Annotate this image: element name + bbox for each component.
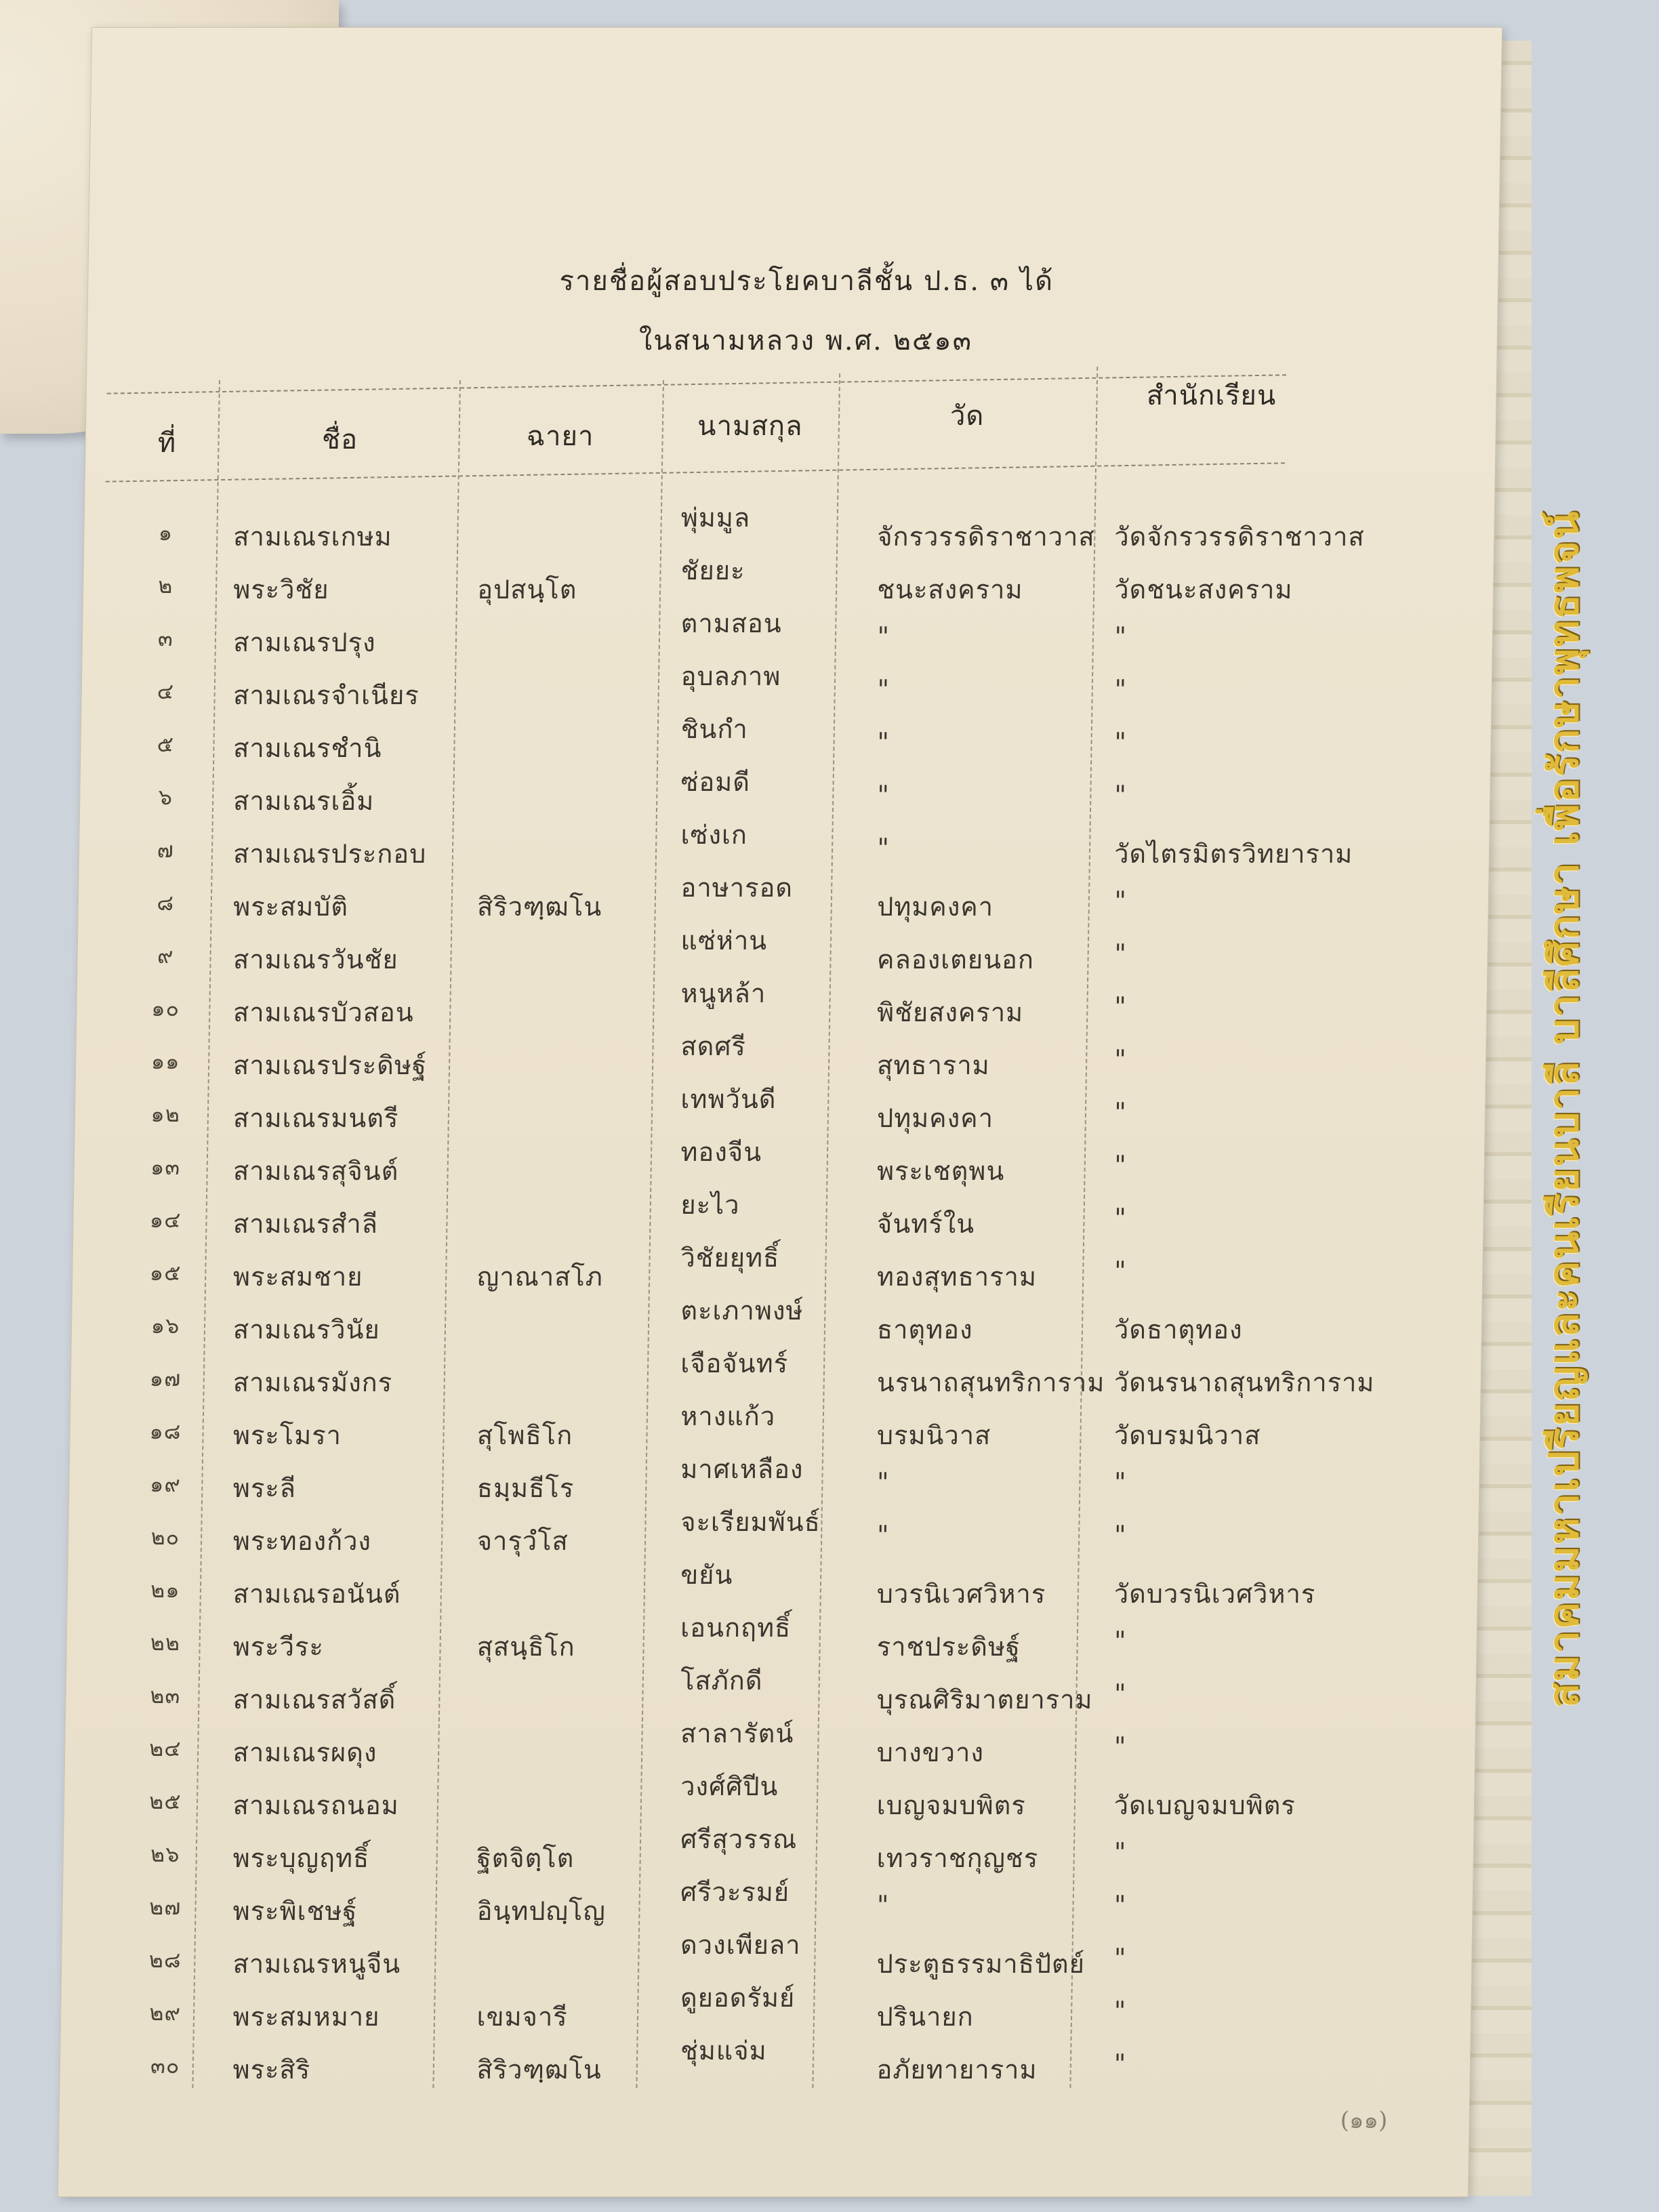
row-21-no: ๒๑ — [150, 1577, 180, 1603]
row-16-wat: ธาตุทอง — [876, 1315, 973, 1345]
row-6-no: ๖ — [158, 784, 173, 810]
row-14-wat: จันทร์ใน — [876, 1209, 975, 1239]
row-30-school: " — [1113, 2049, 1127, 2078]
row-2-name: พระวิชัย — [232, 575, 329, 605]
row-1-school: วัดจักรวรรดิราชาวาส — [1113, 522, 1365, 552]
row-27-name: พระพิเชษฐ์ — [232, 1896, 358, 1926]
page-number: (๑๑) — [1340, 2107, 1388, 2134]
row-8-chaya: สิริวฑฺฒโน — [476, 892, 602, 922]
row-4-school: " — [1114, 674, 1128, 704]
row-15-chaya: ญาณาสโภ — [476, 1262, 604, 1292]
row-23-name: สามเณรสวัสดิ์ — [232, 1685, 396, 1715]
row-15-name: พระสมชาย — [232, 1262, 363, 1292]
column-rule-4 — [812, 373, 840, 2088]
row-27-chaya: อินฺทปญฺโญ — [476, 1896, 607, 1926]
row-13-name: สามเณรสุจินต์ — [232, 1156, 399, 1186]
row-10-wat: พิชัยสงคราม — [876, 998, 1024, 1027]
row-7-wat: " — [876, 833, 890, 863]
row-12-no: ๑๒ — [150, 1101, 181, 1127]
column-rule-5 — [1069, 367, 1098, 2088]
row-18-no: ๑๘ — [149, 1418, 182, 1444]
row-13-school: " — [1113, 1150, 1127, 1180]
row-12-surname: เทพวันดี — [680, 1084, 777, 1114]
row-30-wat: อภัยทายาราม — [876, 2055, 1038, 2085]
row-18-school: วัดบรมนิวาส — [1113, 1420, 1261, 1450]
row-27-surname: ศรีวะรมย์ — [680, 1877, 790, 1907]
header-surname: นามสกุล — [697, 411, 803, 442]
row-24-no: ๒๔ — [148, 1736, 182, 1761]
row-29-chaya: เขมจารี — [476, 2002, 568, 2032]
row-29-no: ๒๙ — [149, 2000, 182, 2026]
row-12-wat: ปทุมคงคา — [876, 1103, 994, 1133]
row-30-no: ๓๐ — [150, 2053, 180, 2078]
row-11-name: สามเณรประดิษฐ์ — [232, 1050, 428, 1080]
title-block — [466, 251, 1146, 371]
row-16-name: สามเณรวินัย — [232, 1315, 381, 1345]
row-8-no: ๘ — [157, 890, 175, 916]
row-14-no: ๑๔ — [149, 1207, 182, 1233]
row-3-name: สามเณรปรุง — [232, 628, 376, 657]
row-19-wat: " — [876, 1467, 890, 1497]
row-15-school: " — [1113, 1256, 1127, 1286]
row-17-school: วัดนรนาถสุนทริการาม — [1113, 1368, 1375, 1397]
row-25-school: วัดเบญจมบพิตร — [1113, 1790, 1296, 1820]
row-15-surname: วิชัยยุทธิ์ — [680, 1243, 780, 1273]
row-6-name: สามเณรเอิ้ม — [232, 786, 375, 816]
row-10-name: สามเณรบัวสอน — [232, 998, 415, 1027]
row-12-school: " — [1113, 1097, 1128, 1127]
row-23-no: ๒๓ — [150, 1683, 181, 1708]
row-21-surname: ขยัน — [680, 1560, 733, 1590]
row-15-wat: ทองสุทธาราม — [876, 1262, 1038, 1292]
row-3-surname: ตามสอน — [680, 609, 783, 638]
row-27-no: ๒๗ — [148, 1894, 182, 1920]
row-29-wat: ปรินายก — [876, 2002, 975, 2032]
row-21-school: วัดบวรนิเวศวิหาร — [1113, 1579, 1316, 1609]
row-20-wat: " — [876, 1520, 890, 1550]
row-29-name: พระสมหมาย — [232, 2002, 380, 2032]
row-5-school: " — [1114, 727, 1128, 757]
row-20-no: ๒๐ — [150, 1524, 180, 1550]
row-25-wat: เบญจมบพิตร — [876, 1790, 1027, 1820]
row-19-school: " — [1113, 1467, 1127, 1497]
row-27-wat: " — [876, 1890, 890, 1920]
row-5-surname: ชินกำ — [680, 714, 749, 744]
row-1-no: ๑ — [158, 520, 173, 546]
row-14-surname: ยะไว — [680, 1190, 740, 1220]
row-18-wat: บรมนิวาส — [876, 1420, 991, 1450]
row-26-chaya: ฐิตจิตฺโต — [476, 1843, 575, 1873]
row-24-name: สามเณรผดุง — [232, 1738, 377, 1767]
row-3-wat: " — [877, 621, 890, 651]
row-20-name: พระทองก้วง — [232, 1526, 372, 1556]
row-30-chaya: สิริวฑฺฒโน — [476, 2055, 602, 2085]
row-2-wat: ชนะสงคราม — [876, 575, 1023, 605]
row-2-surname: ชัยยะ — [680, 556, 745, 586]
row-23-wat: บุรณศิริมาตยาราม — [876, 1685, 1093, 1715]
row-29-school: " — [1113, 1996, 1127, 2026]
row-30-surname: ชุ่มแจ่ม — [680, 2036, 768, 2066]
row-17-no: ๑๗ — [149, 1366, 182, 1391]
row-5-name: สามเณรชำนิ — [232, 733, 382, 763]
row-18-surname: หางแก้ว — [680, 1401, 776, 1431]
row-21-name: สามเณรอนันต์ — [232, 1579, 401, 1609]
row-10-school: " — [1113, 991, 1128, 1021]
row-16-surname: ตะเภาพงษ์ — [680, 1296, 804, 1326]
row-2-chaya: อุปสนฺโต — [476, 575, 577, 605]
row-20-surname: จะเรียมพันธ์ — [680, 1507, 821, 1537]
row-28-no: ๒๘ — [148, 1947, 182, 1973]
header-wat: วัด — [949, 401, 985, 432]
row-28-school: " — [1113, 1943, 1127, 1973]
row-26-no: ๒๖ — [150, 1841, 180, 1867]
header-name: ชื่อ — [321, 424, 359, 455]
row-7-no: ๗ — [157, 837, 175, 863]
row-26-surname: ศรีสุวรรณ — [680, 1824, 798, 1854]
row-10-surname: หนูหล้า — [680, 979, 766, 1008]
row-11-school: " — [1113, 1044, 1128, 1074]
row-2-no: ๒ — [158, 573, 173, 598]
row-7-name: สามเณรประกอบ — [232, 839, 427, 869]
header-bottom-rule — [106, 462, 1285, 482]
row-25-no: ๒๕ — [148, 1788, 182, 1814]
row-9-no: ๙ — [157, 943, 174, 968]
row-13-no: ๑๓ — [150, 1154, 181, 1180]
row-22-school: " — [1113, 1626, 1127, 1656]
row-4-no: ๔ — [157, 678, 175, 704]
row-18-chaya: สุโพธิโก — [476, 1420, 573, 1450]
row-20-chaya: จารุวํโส — [476, 1526, 569, 1556]
row-18-name: พระโมรา — [232, 1420, 342, 1450]
row-23-surname: โสภักดี — [680, 1666, 763, 1696]
row-24-school: " — [1113, 1732, 1127, 1761]
row-15-no: ๑๕ — [149, 1260, 182, 1286]
row-6-surname: ซ่อมดี — [680, 767, 751, 797]
row-8-wat: ปทุมคงคา — [876, 892, 994, 922]
row-8-school: " — [1113, 886, 1128, 916]
row-4-wat: " — [877, 674, 890, 704]
row-19-no: ๑๙ — [149, 1471, 182, 1497]
title-line-2: ในสนามหลวง พ.ศ. ๒๕๑๓ — [638, 325, 973, 356]
header-chaya: ฉายา — [526, 421, 594, 452]
row-17-name: สามเณรมังกร — [232, 1368, 393, 1397]
row-28-wat: ประตูธรรมาธิปัตย์ — [876, 1949, 1086, 1979]
row-11-wat: สุทธาราม — [876, 1050, 991, 1080]
row-1-name: สามเณรเกษม — [232, 522, 393, 552]
row-7-surname: เซ่งเก — [680, 820, 748, 850]
header-school: สำนักเรียน — [1146, 380, 1277, 411]
title-line-1: รายชื่อผู้สอบประโยคบาลีชั้น ป.ธ. ๓ ได้ — [559, 266, 1054, 297]
document-page — [58, 27, 1502, 2197]
row-22-chaya: สุสนฺธิโก — [476, 1632, 576, 1662]
row-23-school: " — [1113, 1679, 1127, 1708]
row-30-name: พระสิริ — [232, 2055, 311, 2085]
row-3-school: " — [1114, 621, 1128, 651]
column-rule-3 — [636, 380, 664, 2088]
row-22-no: ๒๒ — [150, 1630, 181, 1656]
row-9-school: " — [1113, 939, 1128, 968]
row-14-name: สามเณรสำลี — [232, 1209, 379, 1239]
row-9-wat: คลองเตยนอก — [876, 945, 1035, 975]
row-26-wat: เทวราชกุญชร — [876, 1843, 1039, 1873]
row-12-name: สามเณรมนตรี — [232, 1103, 399, 1133]
row-8-name: พระสมบัติ — [232, 892, 349, 922]
row-25-surname: วงศ์ศิปีน — [680, 1771, 779, 1801]
row-6-school: " — [1114, 780, 1128, 810]
row-14-school: " — [1113, 1203, 1127, 1233]
row-26-name: พระบุญฤทธิ์ — [232, 1843, 370, 1873]
header-no: ที่ — [157, 428, 177, 459]
row-8-surname: อาษารอด — [680, 873, 794, 903]
row-7-school: วัดไตรมิตรวิทยาราม — [1113, 839, 1353, 869]
row-25-name: สามเณรถนอม — [232, 1790, 400, 1820]
row-5-wat: " — [877, 727, 890, 757]
row-1-wat: จักรวรรดิราชาวาส — [876, 522, 1095, 552]
row-6-wat: " — [877, 780, 890, 810]
row-22-name: พระวีระ — [232, 1632, 325, 1662]
row-1-surname: พุ่มมูล — [680, 503, 751, 533]
row-11-no: ๑๑ — [150, 1048, 180, 1074]
row-3-no: ๓ — [157, 626, 174, 651]
row-17-wat: นรนาถสุนทริการาม — [876, 1368, 1105, 1397]
column-rule-2 — [432, 380, 461, 2088]
row-10-no: ๑๐ — [150, 996, 180, 1021]
row-19-name: พระลี — [232, 1473, 297, 1503]
row-9-surname: แซ่ห่าน — [680, 926, 768, 956]
row-29-surname: ดูยอดรัมย์ — [680, 1983, 796, 2013]
row-24-surname: สาลารัตน์ — [680, 1719, 794, 1748]
row-19-chaya: ธมฺมธีโร — [476, 1473, 575, 1503]
row-5-no: ๕ — [157, 731, 175, 757]
row-22-surname: เอนกฤทธิ์ — [680, 1613, 792, 1643]
row-11-surname: สดศรี — [680, 1031, 747, 1061]
row-13-wat: พระเชตุพน — [876, 1156, 1005, 1186]
row-4-name: สามเณรจำเนียร — [232, 680, 420, 710]
row-24-wat: บางขวาง — [876, 1738, 985, 1767]
row-21-wat: บวรนิเวศวิหาร — [876, 1579, 1046, 1609]
row-2-school: วัดชนะสงคราม — [1113, 575, 1293, 605]
row-19-surname: มาศเหลือง — [680, 1454, 804, 1484]
row-9-name: สามเณรวันชัย — [232, 945, 399, 975]
row-26-school: " — [1113, 1837, 1127, 1867]
row-28-name: สามเณรหนูจีน — [232, 1949, 401, 1979]
row-20-school: " — [1113, 1520, 1127, 1550]
row-28-surname: ดวงเพียลา — [680, 1930, 801, 1960]
row-22-wat: ราชประดิษฐ์ — [876, 1632, 1021, 1662]
watermark: สมาคมมหาเปรียญและคนเรียนบาลี บาลีศึกษา เพื่อรักษาพุทธพจน์ — [1540, 510, 1588, 1708]
row-4-surname: อุบลภาพ — [680, 661, 781, 691]
row-17-surname: เจือจันทร์ — [680, 1349, 789, 1378]
column-rule-1 — [192, 380, 220, 2088]
row-13-surname: ทองจีน — [680, 1137, 762, 1167]
row-16-school: วัดธาตุทอง — [1113, 1315, 1243, 1345]
row-16-no: ๑๖ — [150, 1313, 180, 1338]
row-27-school: " — [1113, 1890, 1127, 1920]
